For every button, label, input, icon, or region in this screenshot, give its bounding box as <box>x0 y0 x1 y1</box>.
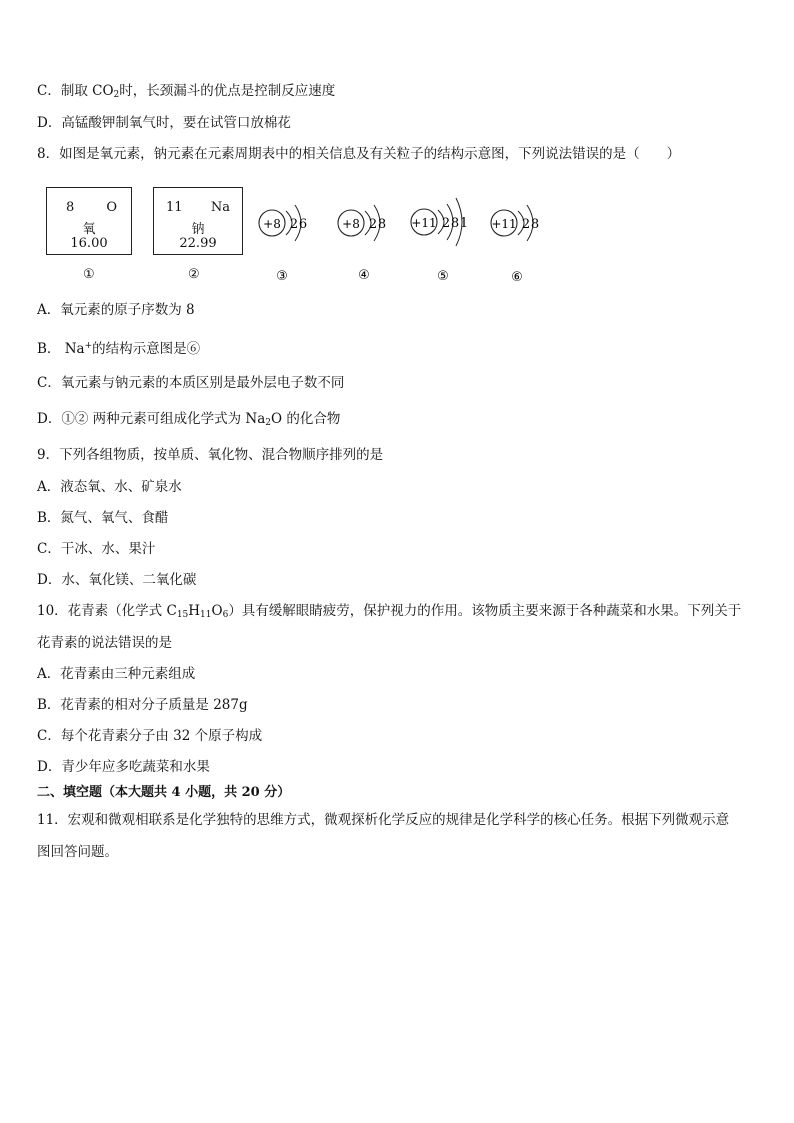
q10-option-c: C．每个花青素分子由 32 个原子构成 <box>37 728 263 744</box>
diagram-label: ④ <box>358 268 370 283</box>
atom-diagram-5 <box>411 198 468 284</box>
q11-stem-continued: 图回答问题。 <box>37 844 118 860</box>
electron-count: 8 <box>450 216 460 231</box>
electron-count: 2 <box>289 217 299 232</box>
sodium-mass: 22.99 <box>179 236 217 251</box>
q7-option-c: C．制取 $CO_2$时，长颈漏斗的优点是控制反应速度 <box>37 83 336 100</box>
q8-option-b: B． Na+的结构示意图是⑥ <box>37 341 201 357</box>
q11-stem: 11．宏观和微观相联系是化学独特的思维方式，微观探析化学反应的规律是化学科学的核心任务。根据下列微观示意 <box>37 812 730 828</box>
q7-option-d: D．高锰酸钾制氧气时，要在试管口放棉花 <box>37 115 291 131</box>
electron-count: 1 <box>459 216 469 231</box>
q10-option-b: B．花青素的相对分子质量是 287g <box>37 697 248 713</box>
label-2: ② <box>188 267 200 282</box>
q10-option-a: A．花青素由三种元素组成 <box>37 666 196 682</box>
label-1: ① <box>83 267 95 282</box>
atom-structure-diagrams <box>46 185 566 290</box>
diagram-label: ⑤ <box>437 269 449 284</box>
electron-count: 8 <box>530 217 540 232</box>
q8-option-a: A．氧元素的原子序数为 8 <box>37 302 195 318</box>
diagram-label: ③ <box>276 269 288 284</box>
nucleus-charge: +11 <box>491 217 517 231</box>
oxygen-mass: 16.00 <box>70 236 108 251</box>
sodium-symbol: Na <box>210 200 230 215</box>
oxygen-atomic-number: 8 <box>66 200 75 215</box>
q8-option-c: C．氧元素与钠元素的本质区别是最外层电子数不同 <box>37 375 345 391</box>
atom-diagram-4 <box>338 205 386 283</box>
oxygen-symbol: O <box>106 200 117 215</box>
nucleus-charge: +8 <box>342 217 360 231</box>
q9-option-b: B．氮气、氧气、食醋 <box>37 510 169 526</box>
atom-diagram-3 <box>259 205 307 284</box>
diagram-label: ⑥ <box>511 270 523 285</box>
nucleus-charge: +8 <box>263 217 281 231</box>
nucleus-charge: +11 <box>411 216 437 230</box>
atom-diagram-6 <box>491 205 539 285</box>
sodium-atomic-number: 11 <box>166 200 183 215</box>
oxygen-name: 氧 <box>82 222 96 237</box>
electron-count: 2 <box>368 217 378 232</box>
q9-stem: 9．下列各组物质，按单质、氧化物、混合物顺序排列的是 <box>37 447 384 463</box>
electron-count: 8 <box>377 217 387 232</box>
q10-stem: 10．花青素（化学式 $C_{15}H_{11}O_6$）具有缓解眼睛疲劳，保护视力的作用。该物质主要来源于各种蔬菜和水果。下列关于 <box>37 603 742 620</box>
q9-option-d: D．水、氧化镁、二氧化碳 <box>37 572 197 588</box>
electron-count: 6 <box>298 217 308 232</box>
q10-stem-continued: 花青素的说法错误的是 <box>37 635 172 651</box>
q10-option-d: D．青少年应多吃蔬菜和水果 <box>37 759 210 775</box>
q8-option-d: D．①② 两种元素可组成化学式为 $Na_2O$ 的化合物 <box>37 411 341 428</box>
q9-option-c: C．干冰、水、果汁 <box>37 541 156 557</box>
sodium-name: 钠 <box>191 222 205 237</box>
electron-count: 2 <box>441 216 451 231</box>
q8-stem: 8．如图是氧元素，钠元素在元素周期表中的相关信息及有关粒子的结构示意图，下列说法错误的是（ ） <box>37 146 681 162</box>
section-heading-fill-in: 二、填空题（本大题共 4 小题，共 20 分） <box>37 785 291 800</box>
electron-count: 2 <box>521 217 531 232</box>
q9-option-a: A．液态氧、水、矿泉水 <box>37 479 182 495</box>
q8-figure <box>46 185 566 290</box>
